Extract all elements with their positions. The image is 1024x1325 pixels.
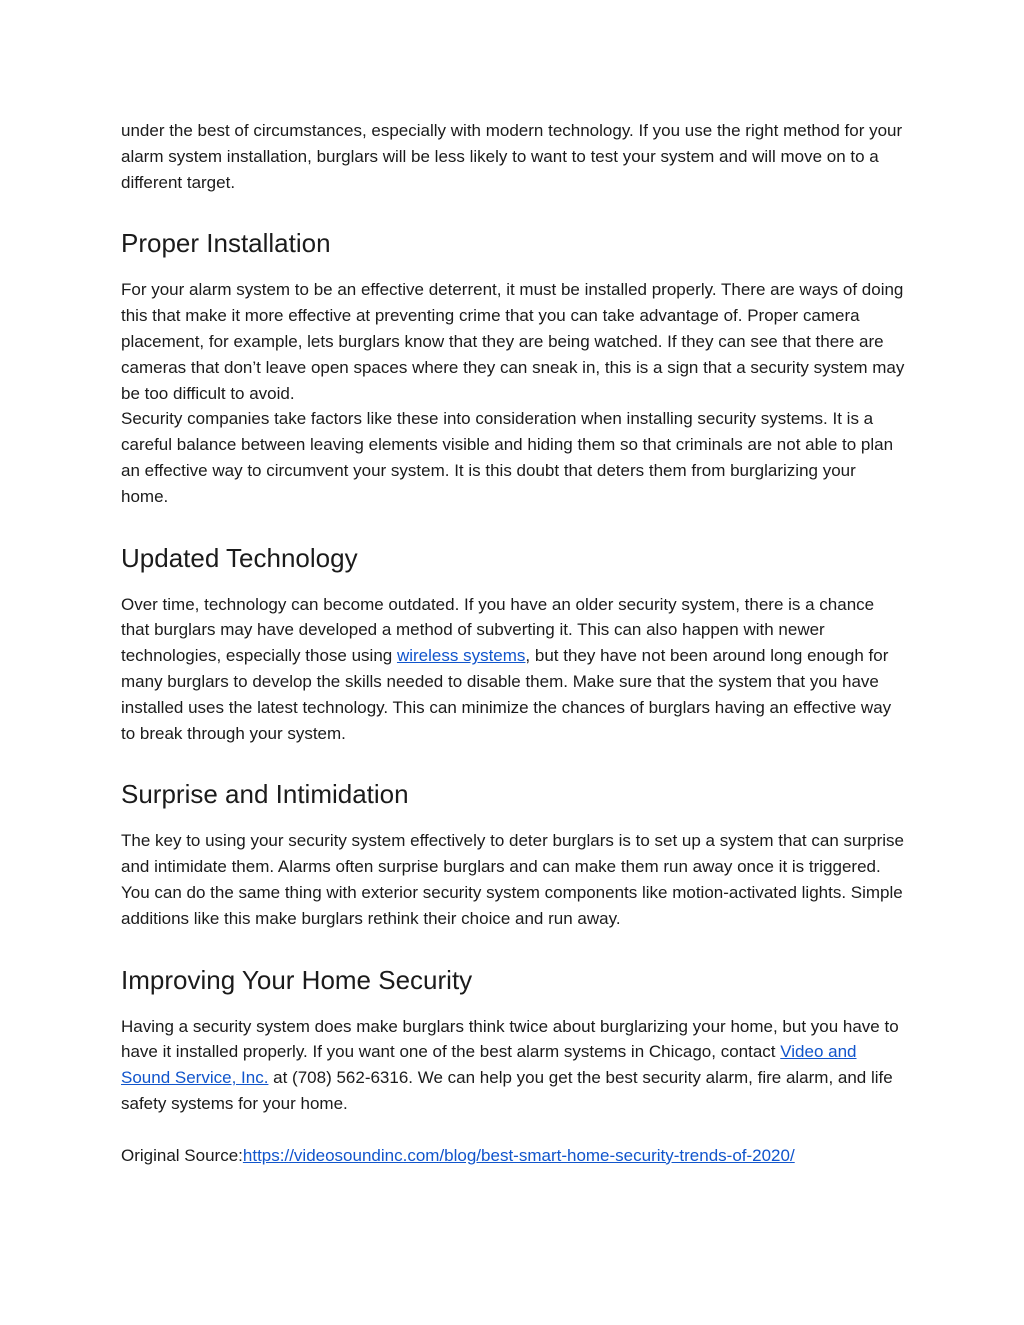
wireless-systems-link[interactable]: wireless systems (396, 646, 526, 666)
improving-security-text-before-link: Having a security system does make burglars think twice about burglarizing your home, but you have to have it installed properly. If you want one of the best alarm systems in Chicago, contact (121, 1016, 899, 1062)
heading-surprise-intimidation: Surprise and Intimidation (121, 779, 409, 810)
intro-paragraph: under the best of circumstances, especially with modern technology. If you use the right method for your alarm system installation, burglars will be less likely to want to test your system and will move on to a different target. (121, 121, 903, 192)
heading-proper-installation: Proper Installation (121, 228, 331, 259)
updated-technology-paragraph (121, 592, 907, 747)
improving-security-text-after-link: at (708) 562-6316. We can help you get the best security alarm, fire alarm, and life safety systems for your home. (121, 1068, 893, 1113)
video-sound-service-link[interactable]: Video and Sound Service, Inc. (121, 1042, 857, 1088)
heading-updated-technology: Updated Technology (121, 542, 358, 573)
improving-security-paragraph (121, 1014, 907, 1117)
updated-technology-text-before-link: Over time, technology can become outdated. If you have an older security system, there is a chance that burglars may have developed a method of subverting it. This can also happen with newer technologies, especially those using (121, 594, 875, 666)
proper-installation-paragraph-2: Security companies take factors like these into consideration when installing security systems. It is a careful balance between leaving elements visible and hiding them so that criminals are not able to plan an effective way to circumvent your system. It is this doubt that deters them from burglarizing your home. (121, 409, 894, 506)
surprise-intimidation-paragraph: The key to using your security system effectively to deter burglars is to set up a system that can surprise and intimidate them. Alarms often surprise burglars and can make them run away once it is triggered. You can do the same thing with exterior security system components like motion-activated lights. Simple additions like this make burglars rethink their choice and run away. (121, 831, 904, 928)
document-page (121, 118, 907, 1169)
original-source-line (121, 1143, 907, 1169)
original-source-label: Original Source: (121, 1145, 243, 1165)
original-source-link[interactable]: https://videosoundinc.com/blog/best-smart-home-security-trends-of-2020/ (242, 1145, 795, 1165)
proper-installation-paragraph-1: For your alarm system to be an effective deterrent, it must be installed properly. There are ways of doing this that make it more effective at preventing crime that you can take advantage of. Proper camera placement, for example, lets burglars know that they are being watched. If they can see that there are cameras that don’t leave open spaces where they can sneak in, this is a sign that a security system may be too difficult to avoid. (121, 280, 905, 403)
updated-technology-text-after-link: , but they have not been around long enough for many burglars to develop the skills needed to disable them. Make sure that the system that you have installed uses the latest technology. This can minimize the chances of burglars having an effective way to break through your system. (121, 646, 892, 743)
heading-improving-security: Improving Your Home Security (121, 964, 473, 995)
